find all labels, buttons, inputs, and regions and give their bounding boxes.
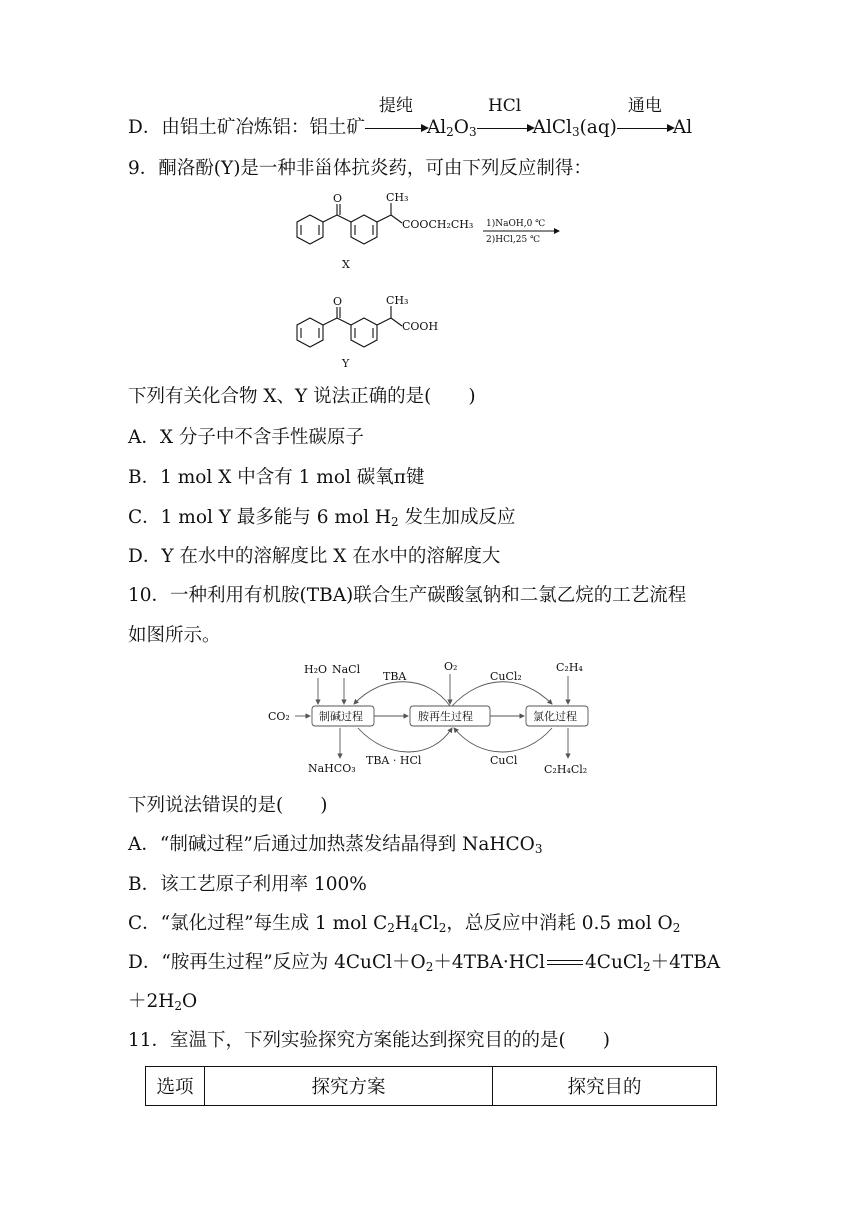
condition-2: 2)HCl,25 ℃ bbox=[486, 235, 541, 245]
header-purpose: 探究目的 bbox=[493, 1067, 717, 1106]
q9-stem: 9．酮洛酚(Y)是一种非甾体抗炎药，可由下列反应制得： bbox=[128, 158, 592, 179]
q10-option-d: D．“胺再生过程”反应为 $4CuCl+O_2+4TBA\cdot HCl$ 4CuCl$_2$＋4TBA bbox=[128, 952, 721, 974]
output-c2h4cl2: C₂H₄Cl₂ bbox=[544, 763, 588, 776]
q10-option-c: C．“氯化过程”每生成 1 mol $C_2H_4Cl_2$，总反应中消耗 0.5 mol $O_2$ bbox=[128, 913, 681, 935]
reaction-scheme bbox=[288, 190, 608, 370]
q10-stem-line2: 如图所示。 bbox=[128, 625, 221, 646]
input-water: H₂O bbox=[304, 663, 328, 676]
q11-stem: 11．室温下，下列实验探究方案能达到探究目的的是( ) bbox=[128, 1030, 610, 1051]
x-carbonyl-oxygen: O bbox=[333, 192, 343, 205]
q10-option-b: B．该工艺原子利用率 100% bbox=[128, 874, 367, 895]
x-label: X bbox=[342, 258, 350, 271]
label-cucl: CuCl bbox=[490, 754, 518, 767]
q10-option-a: A．“制碱过程”后通过加热蒸发结晶得到 NaHCO$_3$ bbox=[128, 834, 543, 856]
box-chlorination: 氯化过程 bbox=[533, 710, 577, 723]
input-co2: CO₂ bbox=[268, 710, 290, 723]
q10-stem-line1: 10．一种利用有机胺(TBA)联合生产碳酸氢钠和二氯乙烷的工艺流程 bbox=[128, 585, 687, 606]
y-label: Y bbox=[342, 357, 350, 370]
header-option: 选项 bbox=[146, 1067, 205, 1106]
q10-question: 下列说法错误的是( ) bbox=[128, 795, 328, 816]
q9-question: 下列有关化合物 X、Y 说法正确的是( ) bbox=[128, 386, 476, 407]
x-ester-group: COOCH₂CH₃ bbox=[402, 218, 474, 231]
q9-option-c: C．1 mol Y 最多能与 6 mol $H_2$ 发生加成反应 bbox=[128, 507, 516, 529]
header-scheme: 探究方案 bbox=[205, 1067, 493, 1106]
y-methyl: CH₃ bbox=[386, 294, 409, 307]
reaction-arrow-3: 通电 bbox=[617, 115, 673, 141]
q9-option-d: D．Y 在水中的溶解度比 X 在水中的溶解度大 bbox=[128, 546, 501, 567]
input-oxygen: O₂ bbox=[444, 660, 458, 673]
al2o3-formula: $Al_2O_3$ bbox=[426, 117, 477, 139]
box-amine-regeneration: 胺再生过程 bbox=[418, 710, 473, 723]
reaction-arrow-2: HCl bbox=[477, 115, 533, 141]
label-tba: TBA bbox=[383, 670, 407, 683]
q8-option-d: D．由铝土矿冶炼铝：铝土矿 提纯 $Al_2O_3$ HCl AlCl$_3$(aq) 通电 Al bbox=[128, 96, 693, 139]
input-nacl: NaCl bbox=[332, 663, 361, 676]
q9-option-b: B．1 mol X 中含有 1 mol 碳氧π键 bbox=[128, 467, 425, 488]
q11-options-table bbox=[145, 1066, 717, 1106]
y-acid-group: COOH bbox=[402, 320, 439, 333]
input-ethylene: C₂H₄ bbox=[556, 661, 583, 674]
equals-sign bbox=[547, 959, 583, 967]
process-flow-diagram bbox=[262, 656, 602, 786]
label-tba-hcl: TBA · HCl bbox=[366, 754, 422, 767]
y-carbonyl-oxygen: O bbox=[333, 295, 343, 308]
condition-1: 1)NaOH,0 ℃ bbox=[486, 219, 546, 229]
q9-option-a: A．X 分子中不含手性碳原子 bbox=[128, 427, 364, 448]
alcl3-formula: AlCl$_3$(aq) bbox=[532, 117, 617, 139]
q10-option-d-continued: $+2H_2O$ bbox=[128, 991, 198, 1013]
output-nahco3: NaHCO₃ bbox=[308, 762, 356, 775]
x-methyl: CH₃ bbox=[386, 191, 409, 204]
reaction-arrow-1: 提纯 bbox=[365, 115, 427, 141]
label-cucl2: CuCl₂ bbox=[490, 670, 522, 683]
table-header-row bbox=[146, 1067, 717, 1106]
box-alkali-process: 制碱过程 bbox=[319, 710, 363, 723]
